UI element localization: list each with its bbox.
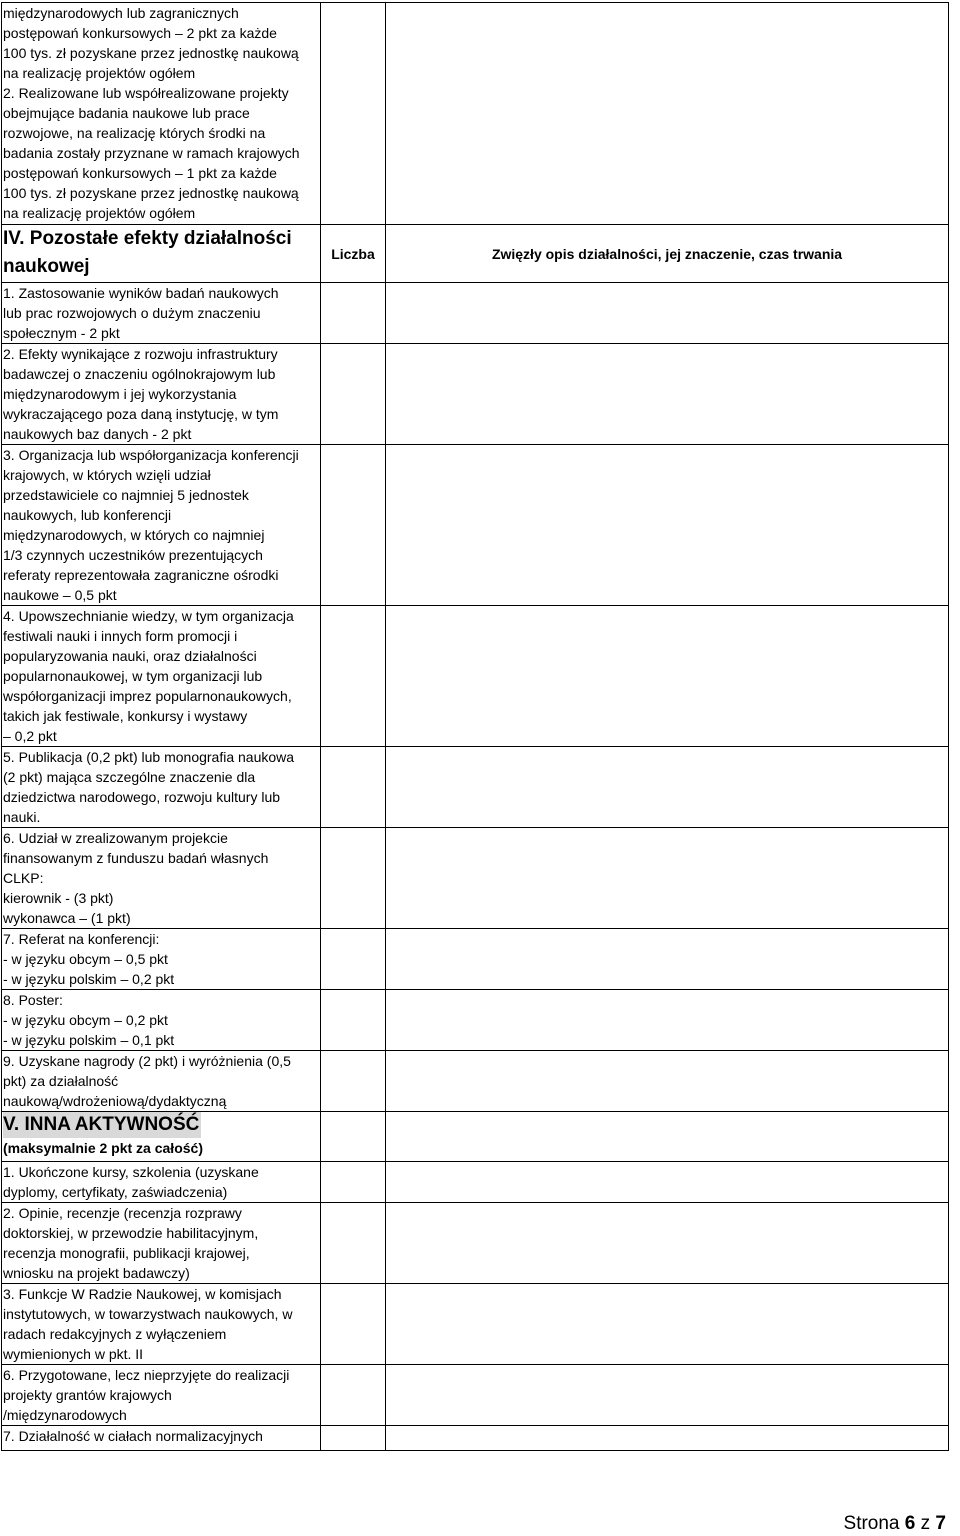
count-cell[interactable]	[321, 1162, 386, 1203]
criteria-cell: 1. Zastosowanie wyników badań naukowych lub prac rozwojowych o dużym znaczeniu społecznym - 2 pkt	[2, 283, 321, 344]
criteria-cell: 7. Działalność w ciałach normalizacyjnych	[2, 1426, 321, 1451]
section-title-cell	[2, 1112, 321, 1162]
count-cell[interactable]	[321, 445, 386, 606]
description-cell[interactable]	[386, 1426, 949, 1451]
count-cell[interactable]	[321, 283, 386, 344]
criteria-cell: 7. Referat na konferencji: - w języku obcym – 0,5 pkt - w języku polskim – 0,2 pkt	[2, 929, 321, 990]
criteria-cell: 6. Udział w zrealizowanym projekcie finansowanym z funduszu badań własnych CLKP: kierownik - (3 pkt) wykonawca – (1 pkt)	[2, 828, 321, 929]
count-cell[interactable]	[321, 929, 386, 990]
description-cell[interactable]	[386, 606, 949, 747]
table-row	[2, 1051, 949, 1112]
table-row	[2, 828, 949, 929]
column-header-count: Liczba	[321, 225, 386, 283]
criteria-cell: 4. Upowszechnianie wiedzy, w tym organizacja festiwali nauki i innych form promocji i popularyzowania nauki, oraz działalności popularnonaukowej, w tym organizacji lub współorganizacji imprez popularnonaukowych, takich jak festiwale, konkursy i wystawy – 0,2 pkt	[2, 606, 321, 747]
table-row	[2, 445, 949, 606]
criteria-cell: międzynarodowych lub zagranicznych postępowań konkursowych – 2 pkt za każde 100 tys. zł pozyskane przez jednostkę naukową na realizację projektów ogółem 2. Realizowane lub współrealizowane projekty obejmujące badania naukowe lub prace rozwojowe, na realizację których środki na badania zostały przyznane w ramach krajowych postępowań konkursowych – 1 pkt za każde 100 tys. zł pozyskane przez jednostkę naukową na realizację projektów ogółem	[2, 3, 321, 225]
count-cell[interactable]	[321, 1051, 386, 1112]
count-cell[interactable]	[321, 1112, 386, 1162]
count-cell[interactable]	[321, 3, 386, 225]
count-cell[interactable]	[321, 1203, 386, 1284]
count-cell[interactable]	[321, 1426, 386, 1451]
total-pages: 7	[935, 1513, 946, 1534]
criteria-cell: 3. Organizacja lub współorganizacja konferencji krajowych, w których wzięli udział przedstawiciele co najmniej 5 jednostek naukowych, lub konferencji międzynarodowych, w których co najmniej 1/3 czynnych uczestników prezentujących referaty reprezentowała zagraniczne ośrodki naukowe – 0,5 pkt	[2, 445, 321, 606]
count-cell[interactable]	[321, 1365, 386, 1426]
description-cell[interactable]	[386, 747, 949, 828]
table-row	[2, 1162, 949, 1203]
description-cell[interactable]	[386, 990, 949, 1051]
evaluation-form-table	[1, 2, 949, 1451]
criteria-cell: 3. Funkcje W Radzie Naukowej, w komisjach instytutowych, w towarzystwach naukowych, w radach redakcyjnych z wyłączeniem wymienionych w pkt. II	[2, 1284, 321, 1365]
description-cell[interactable]	[386, 1162, 949, 1203]
table-row	[2, 3, 949, 225]
description-cell[interactable]	[386, 929, 949, 990]
table-row	[2, 990, 949, 1051]
count-cell[interactable]	[321, 606, 386, 747]
description-cell[interactable]	[386, 283, 949, 344]
description-cell[interactable]	[386, 1284, 949, 1365]
description-cell[interactable]	[386, 3, 949, 225]
criteria-cell: 2. Opinie, recenzje (recenzja rozprawy doktorskiej, w przewodzie habilitacyjnym, recenzja monografii, publikacji krajowej, wniosku na projekt badawczy)	[2, 1203, 321, 1284]
description-cell[interactable]	[386, 1051, 949, 1112]
section-header-row	[2, 1112, 949, 1162]
section-title: IV. Pozostałe efekty działalności naukowej	[3, 228, 292, 277]
section-title: V. INNA AKTYWNOŚĆ	[3, 1112, 201, 1138]
description-cell[interactable]	[386, 828, 949, 929]
page-label: Strona	[843, 1513, 900, 1534]
section-title-cell	[2, 225, 321, 283]
count-cell[interactable]	[321, 1284, 386, 1365]
table-row	[2, 747, 949, 828]
current-page: 6	[904, 1513, 916, 1534]
table-row	[2, 606, 949, 747]
table-row	[2, 1426, 949, 1451]
criteria-cell: 8. Poster: - w języku obcym – 0,2 pkt - w języku polskim – 0,1 pkt	[2, 990, 321, 1051]
criteria-cell: 1. Ukończone kursy, szkolenia (uzyskane dyplomy, certyfikaty, zaświadczenia)	[2, 1162, 321, 1203]
criteria-cell: 5. Publikacja (0,2 pkt) lub monografia naukowa (2 pkt) mająca szczególne znaczenie dla dziedzictwa narodowego, rozwoju kultury lub nauki.	[2, 747, 321, 828]
table-row	[2, 1284, 949, 1365]
criteria-cell: 6. Przygotowane, lecz nieprzyjęte do realizacji projekty grantów krajowych /międzynarodowych	[2, 1365, 321, 1426]
page-number	[844, 1512, 946, 1536]
page-separator: z	[920, 1513, 931, 1534]
description-cell[interactable]	[386, 1203, 949, 1284]
count-cell[interactable]	[321, 828, 386, 929]
description-cell[interactable]	[386, 1365, 949, 1426]
count-cell[interactable]	[321, 344, 386, 445]
criteria-cell: 2. Efekty wynikające z rozwoju infrastruktury badawczej o znaczeniu ogólnokrajowym lub międzynarodowym i jej wykorzystania wykraczającego poza daną instytucję, w tym naukowych baz danych - 2 pkt	[2, 344, 321, 445]
criteria-cell: 9. Uzyskane nagrody (2 pkt) i wyróżnienia (0,5 pkt) za działalność naukową/wdrożeniową/dydaktyczną	[2, 1051, 321, 1112]
table-row	[2, 929, 949, 990]
table-row	[2, 1365, 949, 1426]
table-row	[2, 1203, 949, 1284]
column-header-description: Zwięzły opis działalności, jej znaczenie, czas trwania	[386, 225, 949, 283]
count-cell[interactable]	[321, 990, 386, 1051]
table-row	[2, 344, 949, 445]
description-cell[interactable]	[386, 445, 949, 606]
count-cell[interactable]	[321, 747, 386, 828]
description-cell[interactable]	[386, 344, 949, 445]
section-subtitle: (maksymalnie 2 pkt za całość)	[3, 1140, 203, 1156]
section-header-row	[2, 225, 949, 283]
table-row	[2, 283, 949, 344]
description-cell[interactable]	[386, 1112, 949, 1162]
